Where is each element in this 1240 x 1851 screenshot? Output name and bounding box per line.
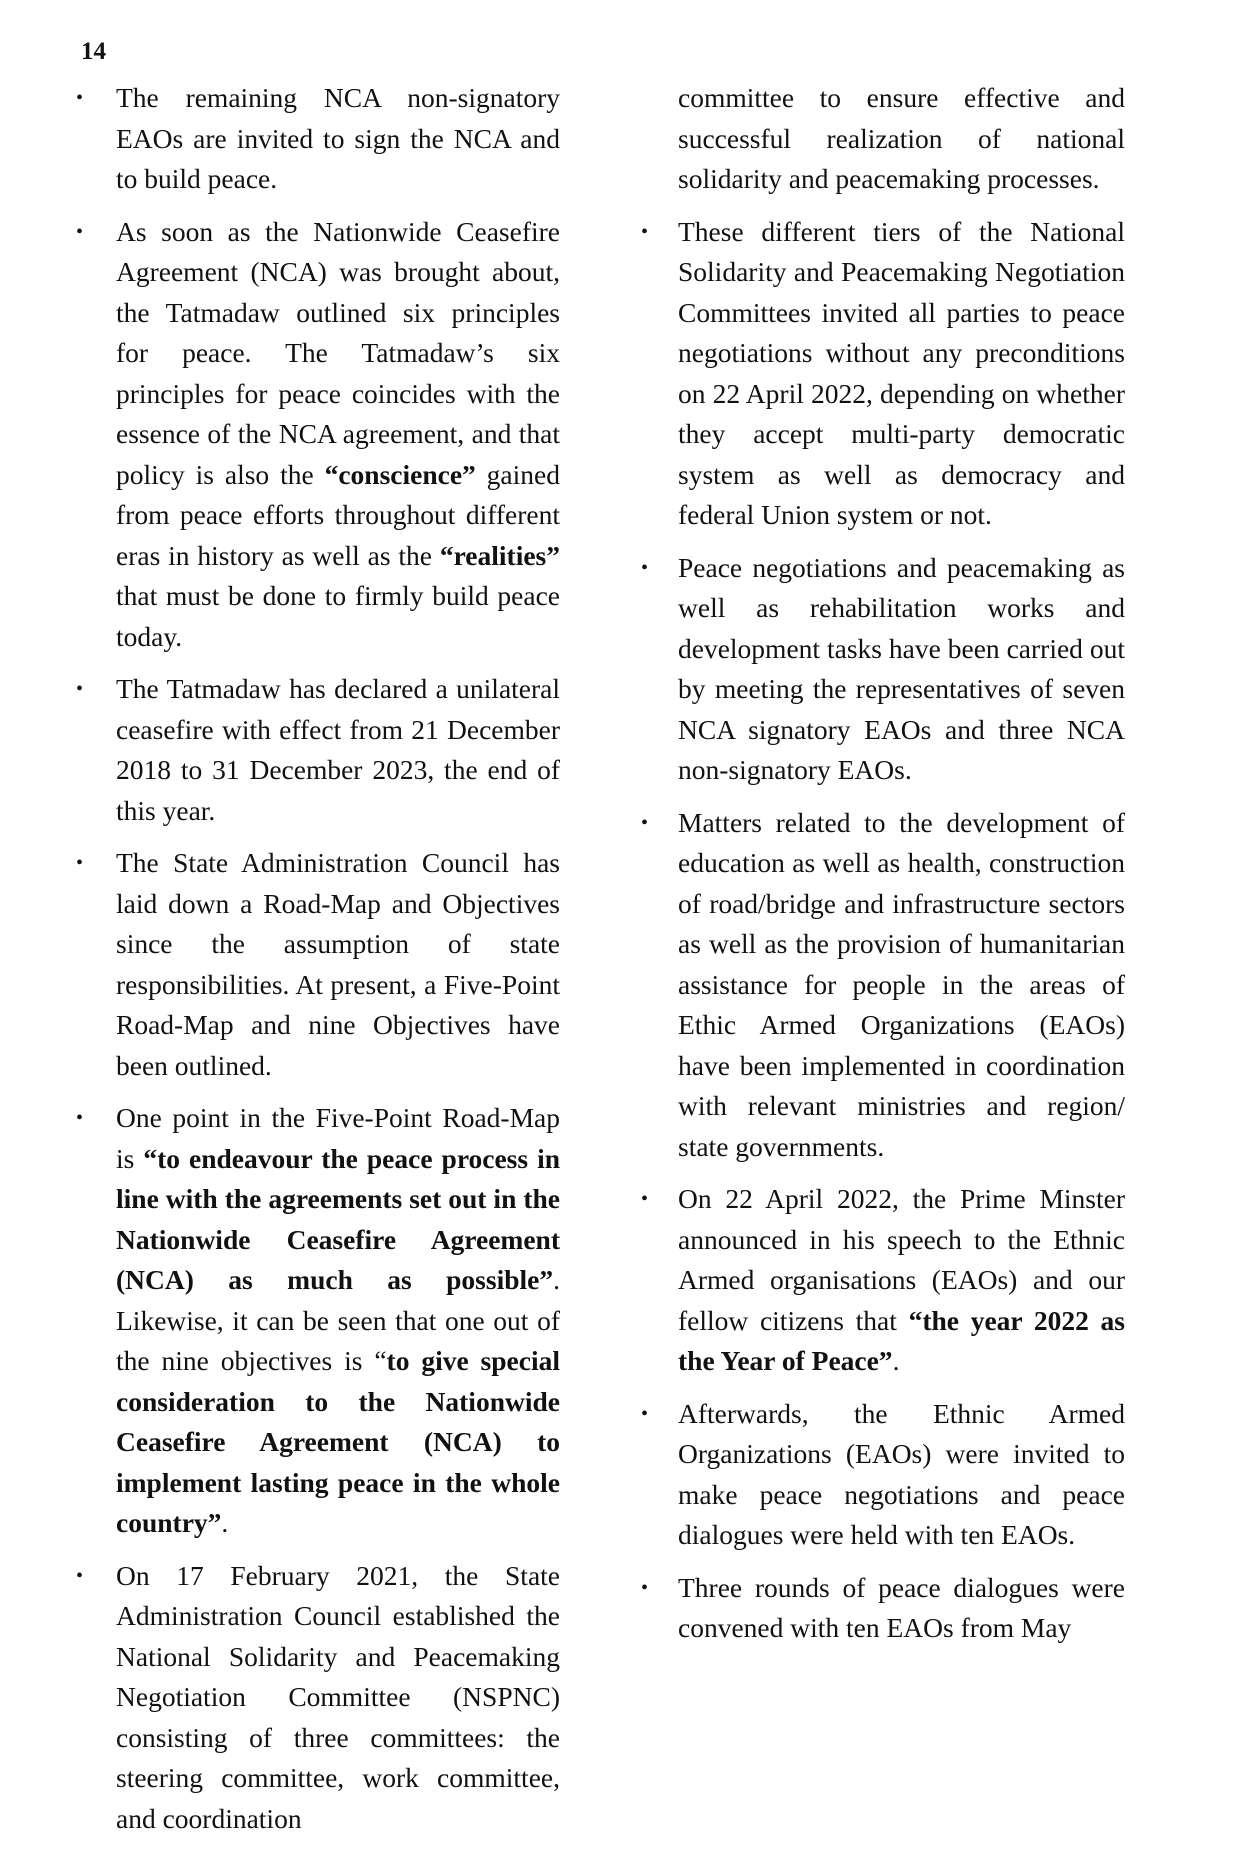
bullet-paragraph	[635, 212, 1125, 536]
bullet-icon: •	[641, 220, 649, 243]
bullet-paragraph	[70, 669, 560, 831]
bullet-icon: •	[76, 87, 84, 109]
paragraph-text: One point in the Five-Point Road-Map is	[116, 1102, 560, 1174]
paragraph-text: Peace negotiations and peacemaking as well as rehabilitation works and development tasks have been carried out by meeting the representatives of seven NCA signatory EAOs and three NCA non-signatory EAOs.	[678, 551, 1125, 785]
bullet-icon: •	[641, 556, 649, 579]
bold-quote-text: “realities”	[439, 539, 560, 571]
paragraph-text: These different tiers of the National Solidarity and Peacemaking Negotiation Committees invited all parties to peace negotiations without any preconditions on 22 April 2022, depending on whether they accept multi-party democratic system as well as democracy and federal Union system or not.	[678, 215, 1125, 530]
bullet-icon: •	[641, 1576, 649, 1599]
bullet-paragraph	[70, 1556, 560, 1840]
bullet-paragraph	[70, 78, 560, 200]
paragraph-text: . Likewise, it can be seen that one out of the nine objectives is “	[116, 1264, 560, 1376]
paragraph-text: On 22 April 2022, the Prime Minster announced in his speech to the Ethnic Armed organisations (EAOs) and our fellow citizens that	[678, 1183, 1125, 1336]
bullet-paragraph	[70, 843, 560, 1086]
paragraph-text: Matters related to the development of education as well as health, construction of road/bridge and infrastructure sectors as well as the provision of humanitarian assistance for people in the areas of Ethic Armed Organizations (EAOs) have been implemented in coordination with relevant ministries and region/ state governments.	[678, 806, 1125, 1162]
left-column	[70, 78, 560, 1851]
paragraph-text: .	[221, 1507, 229, 1538]
paragraph-text: The remaining NCA non-signatory EAOs are invited to sign the NCA and to build peace.	[116, 82, 560, 194]
bullet-icon: •	[641, 811, 649, 834]
bullet-icon: •	[76, 678, 84, 700]
paragraph-text: gained from peace efforts throughout different eras in history as well as the	[116, 458, 560, 571]
paragraph-text: Afterwards, the Ethnic Armed Organizations (EAOs) were invited to make peace negotiations and peace dialogues were held with ten EAOs.	[678, 1397, 1125, 1550]
bullet-paragraph	[635, 803, 1125, 1168]
paragraph-text: The State Administration Council has laid down a Road-Map and Objectives since the assumption of state responsibilities. At present, a Five-Point Road-Map and nine Objectives have been outlined.	[116, 847, 560, 1081]
bullet-icon: •	[76, 1564, 84, 1587]
paragraph-text: that must be done to firmly build peace today.	[116, 580, 560, 652]
paragraph-text: The Tatmadaw has declared a unilateral ceasefire with effect from 21 December 2018 to 31 December 2023, the end of this year.	[116, 673, 560, 826]
bullet-icon: •	[76, 1107, 84, 1129]
paragraph-text: On 17 February 2021, the State Administration Council established the National Solidarity and Peacemaking Negotiation Committee (NSPNC) consisting of three committees: the steering committee, work committee, and coordination	[116, 1559, 560, 1834]
bullet-paragraph	[635, 548, 1125, 791]
bullet-paragraph	[635, 1394, 1125, 1556]
paragraph-text: committee to ensure effective and successful realization of national solidarity and peacemaking processes.	[678, 82, 1125, 194]
bullet-icon: •	[76, 220, 84, 243]
bullet-icon: •	[641, 1188, 649, 1210]
paragraph-text: As soon as the Nationwide Ceasefire Agreement (NCA) was brought about, the Tatmadaw outlined six principles for peace. The Tatmadaw’s six principles for peace coincides with the essence of the NCA agreement, and that policy is also the	[116, 215, 560, 490]
paragraph-text: Three rounds of peace dialogues were convened with ten EAOs from May	[678, 1571, 1125, 1643]
bold-quote-text: “to endeavour the peace process in line with the agreements set out in the Nationwide Ceasefire Agreement (NCA) as much as possible”	[116, 1142, 561, 1295]
bold-quote-text: to give special consideration to the Nationwide Ceasefire Agreement (NCA) to implement lasting peace in the whole country”	[116, 1345, 560, 1538]
bullet-paragraph	[635, 1179, 1125, 1382]
bold-quote-text: “the year 2022 as the Year of Peace”	[678, 1304, 1126, 1376]
bullet-icon: •	[76, 852, 84, 874]
bold-quote-text: “conscience”	[324, 458, 476, 490]
paragraph-text: .	[892, 1345, 900, 1376]
bullet-paragraph	[635, 1568, 1125, 1649]
bullet-icon: •	[641, 1402, 649, 1425]
page-number: 14	[81, 38, 106, 65]
continued-paragraph	[635, 78, 1125, 200]
right-column	[635, 78, 1125, 1661]
bullet-paragraph	[70, 212, 560, 658]
bullet-paragraph	[70, 1098, 560, 1544]
